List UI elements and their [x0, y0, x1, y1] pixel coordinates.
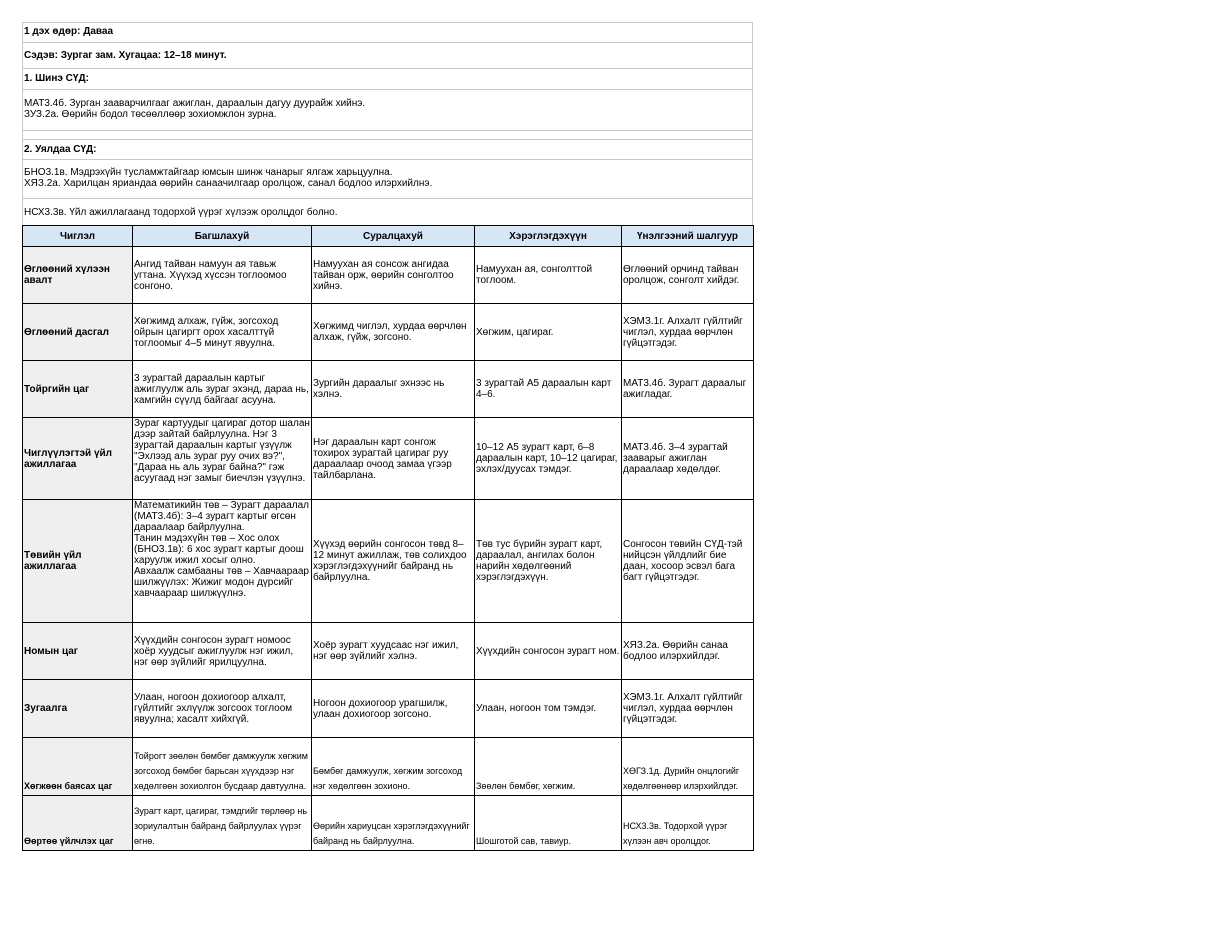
teacher-cell: Хүүхдийн сонгосон зурагт номоос хоёр хуудсыг ажиглуулж нэг ижил, нэг өөр зүйлийг ярилцуулна. [133, 623, 312, 680]
day-heading [22, 22, 753, 42]
new-goal-item: ЗУЗ.2а. Өөрийн бодол төсөөллөөр зохиомжлон зурна. [24, 109, 277, 120]
materials-cell: Намуухан ая, сонголттой тоглоом. [475, 247, 622, 304]
lesson-plan-sheet [22, 22, 753, 851]
teacher-cell: Ангид тайван намуун ая тавьж угтана. Хүүхэд хүссэн тоглоомоо сонгоно. [133, 247, 312, 304]
learner-cell: Нэг дараалын карт сонгож тохирох зурагтай цагираг руу дараалаар очоод замаа үгээр тайлбарлана. [312, 418, 475, 500]
teacher-cell: 3 зурагтай дараалын картыг ажиглуулж аль зураг эхэнд, дараа нь, хамгийн сүүлд байгааг асууна. [133, 361, 312, 418]
related-goals-title: 2. Уялдаа СҮД: [24, 144, 97, 155]
table-row [23, 623, 754, 680]
learner-cell: Хөгжимд чиглэл, хурдаа өөрчлөн алхаж, гүйж, зогсоно. [312, 304, 475, 361]
related-goal-item: ХЯЗ.2а. Харилцан яриандаа өөрийн санаачилгаар оролцож, санал бодлоо илэрхийлнэ. [24, 178, 433, 189]
criteria-cell: НСХ3.3в. Тодорхой үүрэг хүлээн авч оролцдог. [622, 796, 754, 851]
criteria-cell: Сонгосон төвийн СҮД-тэй нийцсэн үйлдлийг бие даан, хосоор эсвэл бага багт гүйцэтгэдэг. [622, 500, 754, 623]
center-item: Танин мэдэхүйн төв – Хос олох (БНО3.1в): 6 хос зурагт картыг доош харуулж ижил хосыг олно. [134, 533, 304, 566]
center-item: Авхаалж самбааны төв – Хавчаараар шилжүүлэх: Жижиг модон дүрсийг хавчаараар шилжүүлнэ. [134, 566, 309, 599]
teacher-cell: Тойрогт зөөлөн бөмбөг дамжуулж хөгжим зогсоход бөмбөг барьсан хүүхдээр нэг хөдөлгөөн зохиолгон бусдаар давтуулна. [133, 738, 312, 796]
table-row [23, 738, 754, 796]
teacher-cell: Зурагт карт, цагираг, тэмдгийг төрлөөр нь зориулалтын байранд байрлуулах үүрэг өгнө. [133, 796, 312, 851]
stage-cell: Төвийн үйл ажиллагаа [23, 500, 133, 623]
learner-cell: Намуухан ая сонсож ангидаа тайван орж, өөрийн сонголтоо хийнэ. [312, 247, 475, 304]
table-row [23, 796, 754, 851]
table-row [23, 304, 754, 361]
stage-cell: Хөгжөөн баясах цаг [23, 738, 133, 796]
new-goals-heading [22, 68, 753, 89]
criteria-cell: Өглөөний орчинд тайван оролцож, сонголт хийдэг. [622, 247, 754, 304]
stage-cell: Өглөөний дасгал [23, 304, 133, 361]
criteria-cell: ХЭМЗ.1г. Алхалт гүйлтийг чиглэл, хурдаа өөрчлөн гүйцэтгэдэг. [622, 680, 754, 738]
table-header-row [23, 226, 754, 247]
stage-cell: Өөртөө үйлчлэх цаг [23, 796, 133, 851]
learner-cell: Зургийн дараалыг эхнээс нь хэлнэ. [312, 361, 475, 418]
related-goals-block [22, 159, 753, 198]
stage-cell: Чиглүүлэгтэй үйл ажиллагаа [23, 418, 133, 500]
extra-goal: НСХ3.3в. Үйл ажиллагаанд тодорхой үүрэг хүлээж оролцдог болно. [24, 207, 338, 218]
table-row [23, 680, 754, 738]
stage-cell: Тойргийн цаг [23, 361, 133, 418]
stage-cell: Өглөөний хүлээн авалт [23, 247, 133, 304]
spacer-row [22, 130, 753, 139]
teacher-cell: Хөгжимд алхаж, гүйж, зогсоход ойрын цагиргт орох хасалттүй тоглоомыг 4–5 минут явуулна. [133, 304, 312, 361]
topic-heading [22, 42, 753, 68]
center-item: Математикийн төв – Зурагт дараалал (МАТ3.4б): 3–4 зурагт картыг өгсөн дараалаар байрлуулна. [134, 500, 309, 533]
related-goals-heading [22, 139, 753, 159]
column-header: Үнэлгээний шалгуур [622, 226, 754, 247]
learner-cell: Өөрийн хариуцсан хэрэглэгдэхүүнийг байранд нь байрлуулна. [312, 796, 475, 851]
learner-cell: Хүүхэд өөрийн сонгосон төвд 8–12 минут ажиллаж, төв солихдоо хэрэглэгдэхүүнийг байранд нь байрлуулна. [312, 500, 475, 623]
criteria-cell: ХЭМЗ.1г. Алхалт гүйлтийг чиглэл, хурдаа өөрчлөн гүйцэтгэдэг. [622, 304, 754, 361]
learner-cell: Ногоон дохиогоор урагшилж, улаан дохиогоор зогсоно. [312, 680, 475, 738]
learner-cell: Бөмбөг дамжуулж, хөгжим зогсоход нэг хөдөлгөөн зохионо. [312, 738, 475, 796]
table-row [23, 418, 754, 500]
column-header: Хэрэглэгдэхүүн [475, 226, 622, 247]
topic-title: Сэдэв: Зургаг зам. Хугацаа: 12–18 минут. [24, 50, 227, 61]
materials-cell: Зөөлөн бөмбөг, хөгжим. [475, 738, 622, 796]
new-goals-title: 1. Шинэ СҮД: [24, 73, 89, 84]
table-row [23, 247, 754, 304]
stage-cell: Зугаалга [23, 680, 133, 738]
day-title: 1 дэх өдөр: Даваа [24, 26, 114, 37]
criteria-cell: МАТ3.4б. Зурагт дараалыг ажигладаг. [622, 361, 754, 418]
related-goal-item: БНО3.1в. Мэдрэхүйн тусламжтайгаар юмсын шинж чанарыг ялгаж харьцуулна. [24, 167, 393, 178]
column-header: Багшлахуй [133, 226, 312, 247]
column-header: Суралцахуй [312, 226, 475, 247]
new-goal-item: МАТ3.4б. Зурган зааварчилгааг ажиглан, дараалын дагуу дуурайж хийнэ. [24, 98, 366, 109]
extra-goal-row [22, 198, 753, 225]
table-row [23, 500, 754, 623]
materials-cell: Хүүхдийн сонгосон зурагт ном. [475, 623, 622, 680]
table-row [23, 361, 754, 418]
teacher-cell [133, 500, 312, 623]
learner-cell: Хоёр зурагт хуудсаас нэг ижил, нэг өөр зүйлийг хэлнэ. [312, 623, 475, 680]
criteria-cell: МАТ3.4б. 3–4 зурагтай заавaрыг ажиглан дараалаар хөдөлдөг. [622, 418, 754, 500]
activity-table [22, 225, 754, 851]
materials-cell: 3 зурагтай А5 дараалын карт 4–6. [475, 361, 622, 418]
new-goals-block [22, 89, 753, 130]
criteria-cell: ХӨГЗ.1д. Дурийн онцлогийг хөдөлгөөнөөр илэрхийлдэг. [622, 738, 754, 796]
materials-cell: 10–12 А5 зурагт карт, 6–8 дараалын карт, 10–12 цагираг, эхлэх/дуусах тэмдэг. [475, 418, 622, 500]
teacher-cell: Зураг картуудыг цагираг дотор шалан дээр зайтай байрлуулна. Нэг 3 зурагтай дараалын картыг үзүүлж "Эхлээд аль зураг руу очих вэ?", "Дараа нь аль зураг байна?" гэж асуугаад нэг замыг биечлэн үзүүлнэ. [133, 418, 312, 500]
materials-cell: Төв тус бүрийн зурагт карт, дараалал, ангилах болон нарийн хөдөлгөөний хэрэглэгдэхүүн. [475, 500, 622, 623]
criteria-cell: ХЯЗ.2а. Өөрийн санаа бодлоо илэрхийлдэг. [622, 623, 754, 680]
teacher-cell: Улаан, ногоон дохиогоор алхалт, гүйлтийг эхлүүлж зогсоох тоглоом явуулна; хасалт хийхгүй. [133, 680, 312, 738]
materials-cell: Шошготой сав, тавиур. [475, 796, 622, 851]
materials-cell: Улаан, ногоон том тэмдэг. [475, 680, 622, 738]
stage-cell: Номын цаг [23, 623, 133, 680]
materials-cell: Хөгжим, цагираг. [475, 304, 622, 361]
column-header: Чиглэл [23, 226, 133, 247]
